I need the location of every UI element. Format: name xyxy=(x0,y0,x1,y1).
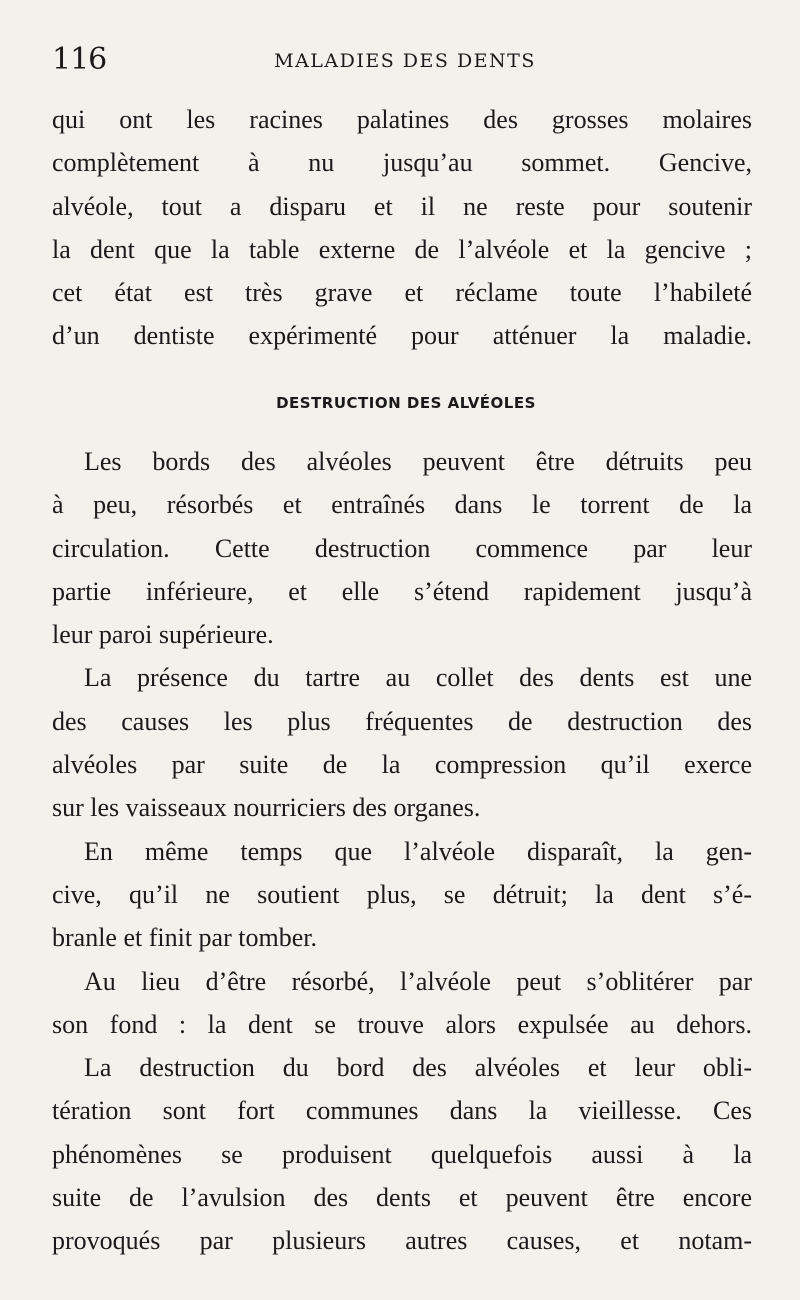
text-line: sur les vaisseaux nourriciers des organes. xyxy=(52,793,481,823)
text-line: qui ont les racines palatines des grosses molaires xyxy=(52,105,752,134)
text-line: leur paroi supérieure. xyxy=(52,620,274,650)
text-line: tération sont fort communes dans la vieillesse. Ces xyxy=(52,1096,752,1126)
text-line: Au lieu d’être résorbé, l’alvéole peut s’oblitérer par xyxy=(84,966,752,996)
running-head xyxy=(0,40,800,80)
text-line: provoqués par plusieurs autres causes, et notam- xyxy=(52,1226,752,1256)
text-line: cive, qu’il ne soutient plus, se détruit; la dent s’é- xyxy=(52,879,752,909)
text-line: En même temps que l’alvéole disparaît, la gen- xyxy=(84,836,752,866)
text-line: Les bords des alvéoles peuvent être détruits peu xyxy=(84,447,752,476)
text-line: La présence du tartre au collet des dents est une xyxy=(84,663,752,693)
text-line: circulation. Cette destruction commence par leur xyxy=(52,533,752,563)
text-line: d’un dentiste expérimenté pour atténuer la maladie. xyxy=(52,321,752,351)
page-number: 116 xyxy=(52,42,107,77)
section-heading: DESTRUCTION DES ALVÉOLES xyxy=(276,394,536,412)
text-line: alvéole, tout a disparu et il ne reste pour soutenir xyxy=(52,191,752,221)
text-line: partie inférieure, et elle s’étend rapidement jusqu’à xyxy=(52,576,752,606)
text-line: suite de l’avulsion des dents et peuvent être encore xyxy=(52,1183,752,1213)
section-body xyxy=(52,440,752,1263)
text-line: la dent que la table externe de l’alvéole et la gencive ; xyxy=(52,234,752,264)
text-line: complètement à nu jusqu’au sommet. Gencive, xyxy=(52,148,752,178)
intro-paragraph xyxy=(52,98,752,358)
text-line: phénomènes se produisent quelquefois aussi à la xyxy=(52,1139,752,1169)
running-title: MALADIES DES DENTS xyxy=(274,50,536,72)
text-line: La destruction du bord des alvéoles et leur obli- xyxy=(84,1053,752,1083)
text-line: cet état est très grave et réclame toute l’habileté xyxy=(52,278,752,308)
text-line: branle et finit par tomber. xyxy=(52,923,317,953)
text-line: alvéoles par suite de la compression qu’il exerce xyxy=(52,750,752,780)
text-line: à peu, résorbés et entraînés dans le torrent de la xyxy=(52,490,752,520)
text-line: des causes les plus fréquentes de destruction des xyxy=(52,706,752,736)
text-line: son fond : la dent se trouve alors expulsée au dehors. xyxy=(52,1009,752,1039)
